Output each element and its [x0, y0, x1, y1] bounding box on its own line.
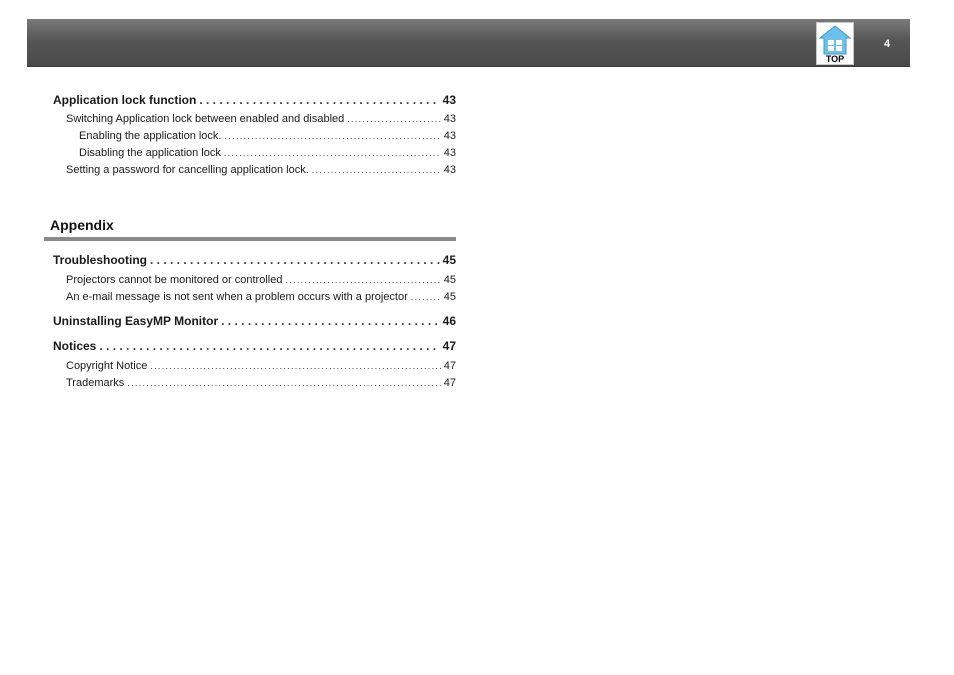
- toc-entry-enabling-application-lock[interactable]: [79, 130, 456, 145]
- toc-entry-title: Projectors cannot be monitored or controlled: [66, 274, 283, 286]
- toc-entry-notices[interactable]: [53, 339, 456, 355]
- toc-entry-page: 47: [443, 360, 456, 372]
- toc-entry-page: 46: [442, 314, 456, 328]
- toc-entry-page: 43: [443, 147, 456, 159]
- toc-leader-dots: [224, 148, 441, 158]
- toc-entry-title: Uninstalling EasyMP Monitor: [53, 314, 219, 328]
- section-title-appendix: Appendix: [50, 217, 114, 233]
- toc-entry-page: 43: [443, 130, 456, 142]
- toc-entry-copyright-notice[interactable]: [66, 360, 456, 375]
- toc-entry-disabling-application-lock[interactable]: [79, 147, 456, 162]
- toc-leader-dots: [99, 339, 439, 353]
- toc-entry-projectors-cannot-be-monitored[interactable]: [66, 274, 456, 289]
- toc-entry-page: 45: [443, 274, 456, 286]
- toc-leader-dots: [347, 114, 441, 124]
- toc-entry-switching-application-lock[interactable]: [66, 113, 456, 128]
- toc-entry-title: Trademarks: [66, 377, 125, 389]
- toc-entry-title: Copyright Notice: [66, 360, 148, 372]
- toc-entry-title: Application lock function: [53, 93, 197, 107]
- toc-leader-dots: [221, 314, 440, 328]
- toc-entry-page: 47: [442, 339, 456, 353]
- toc-leader-dots: [199, 93, 439, 107]
- toc-entry-title: An e-mail message is not sent when a problem occurs with a projector: [66, 291, 408, 303]
- toc-entry-page: 43: [442, 93, 456, 107]
- toc-entry-title: Troubleshooting: [53, 253, 147, 267]
- toc-leader-dots: [150, 361, 440, 371]
- toc-entry-title: Setting a password for cancelling application lock.: [66, 164, 309, 176]
- toc-leader-dots: [411, 292, 441, 302]
- toc-entry-uninstalling-easymp-monitor[interactable]: [53, 314, 456, 330]
- toc-entry-page: 43: [443, 164, 456, 176]
- top-label: TOP: [825, 54, 845, 64]
- toc-leader-dots: [285, 275, 440, 285]
- toc-entry-email-not-sent[interactable]: [66, 291, 456, 306]
- toc-entry-page: 45: [442, 253, 456, 267]
- page-number: 4: [883, 38, 891, 50]
- toc-leader-dots: [224, 131, 440, 141]
- toc-leader-dots: [150, 253, 440, 267]
- toc-entry-title: Switching Application lock between enabled and disabled: [66, 113, 345, 125]
- toc-entry-application-lock-function[interactable]: [53, 93, 456, 109]
- toc-entry-page: 47: [443, 377, 456, 389]
- toc-entry-title: Notices: [53, 339, 97, 353]
- toc-entry-page: 45: [443, 291, 456, 303]
- toc-entry-page: 43: [443, 113, 456, 125]
- section-divider: [44, 237, 456, 241]
- toc-entry-title: Enabling the application lock.: [79, 130, 222, 142]
- toc-entry-trademarks[interactable]: [66, 377, 456, 392]
- toc-entry-setting-password[interactable]: [66, 164, 456, 179]
- toc-entry-title: Disabling the application lock: [79, 147, 221, 159]
- toc-leader-dots: [127, 378, 440, 388]
- toc-entry-troubleshooting[interactable]: [53, 253, 456, 269]
- toc-leader-dots: [312, 165, 441, 175]
